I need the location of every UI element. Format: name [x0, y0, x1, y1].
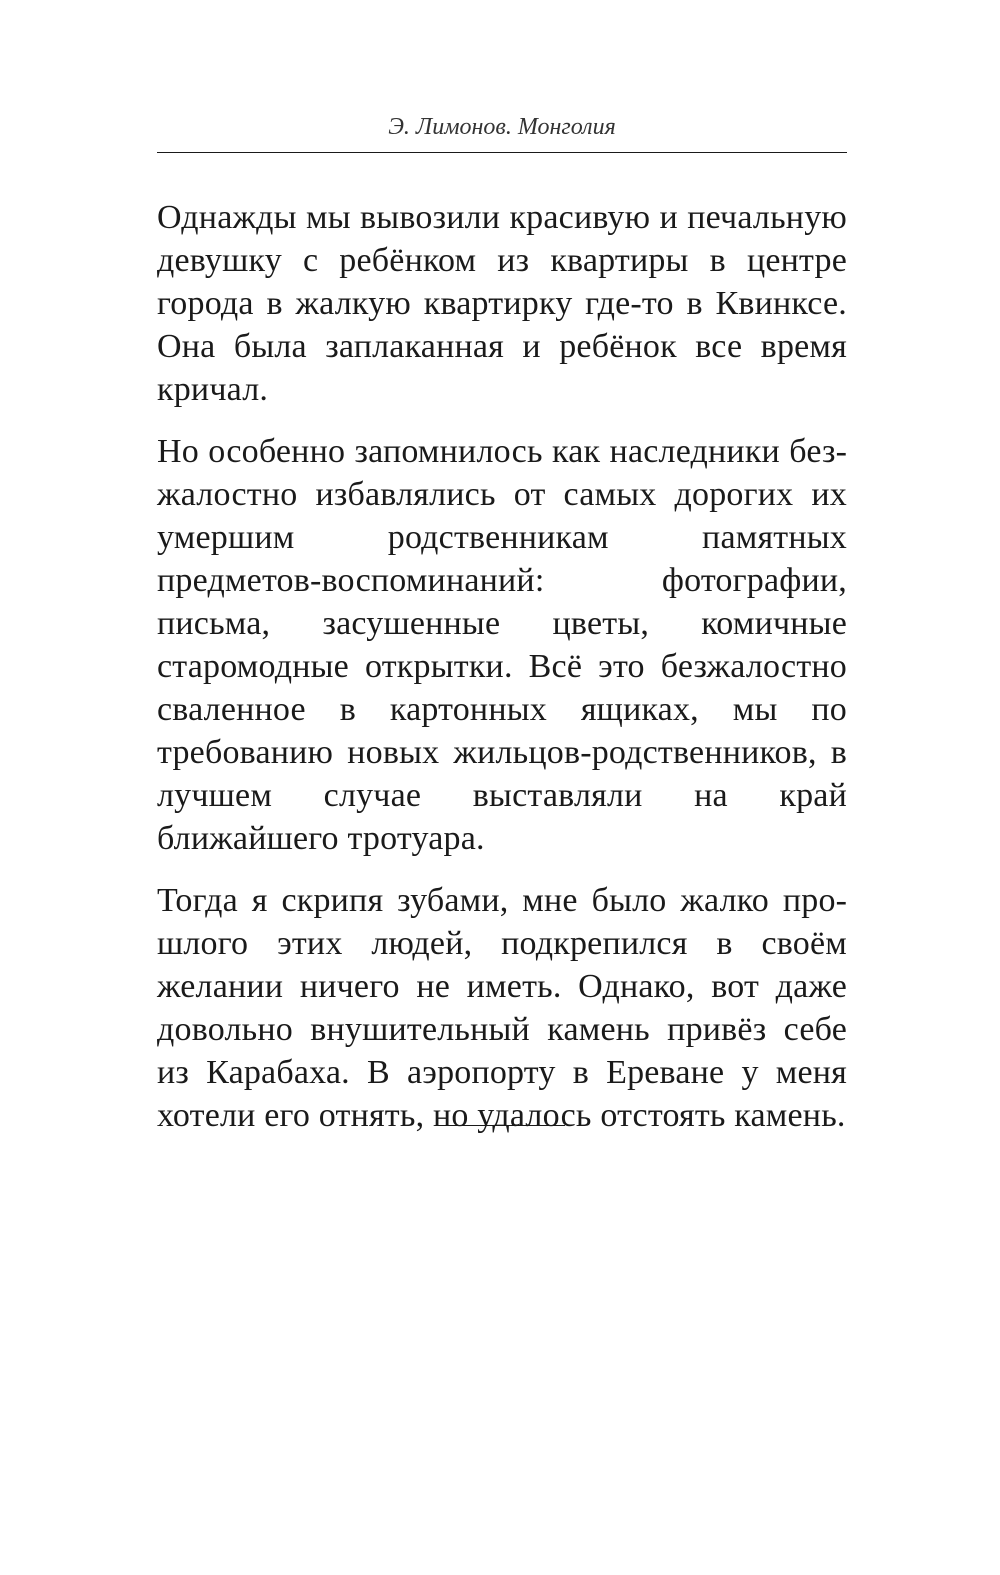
page-header — [157, 112, 847, 153]
running-title: Э. Лимонов. Монголия — [388, 114, 616, 140]
body-text — [157, 196, 847, 1156]
paragraph: Тогда я скрипя зубами, мне было жалко прошлого этих людей, подкрепился в своём желании ничего не иметь. Однако, вот даже довольно внушительный камень привёз себе из Карабаха. В аэропорту в Ереване у меня хотели его отнять, но удалось отстоять камень. — [157, 882, 847, 1134]
paragraph: Однажды мы вывозили красивую и печальную девушку с ребёнком из квартиры в центре города в жалкую квартирку где-то в Квинксе. Она была заплаканная и ребёнок все время кричал. — [157, 199, 847, 408]
section-divider — [438, 1125, 565, 1126]
paragraph: Но особенно запомнилось как наследники безжалостно избавлялись от самых дорогих их умершим родственникам памятных предметов-воспоминаний: фотографии, письма, засушенные цветы, комичные старомодные открытки. Всё это безжалостно сваленное в картонных ящиках, мы по требованию новых жильцов-родственников, в лучшем случае выставляли на край ближайшего тротуара. — [157, 433, 847, 857]
